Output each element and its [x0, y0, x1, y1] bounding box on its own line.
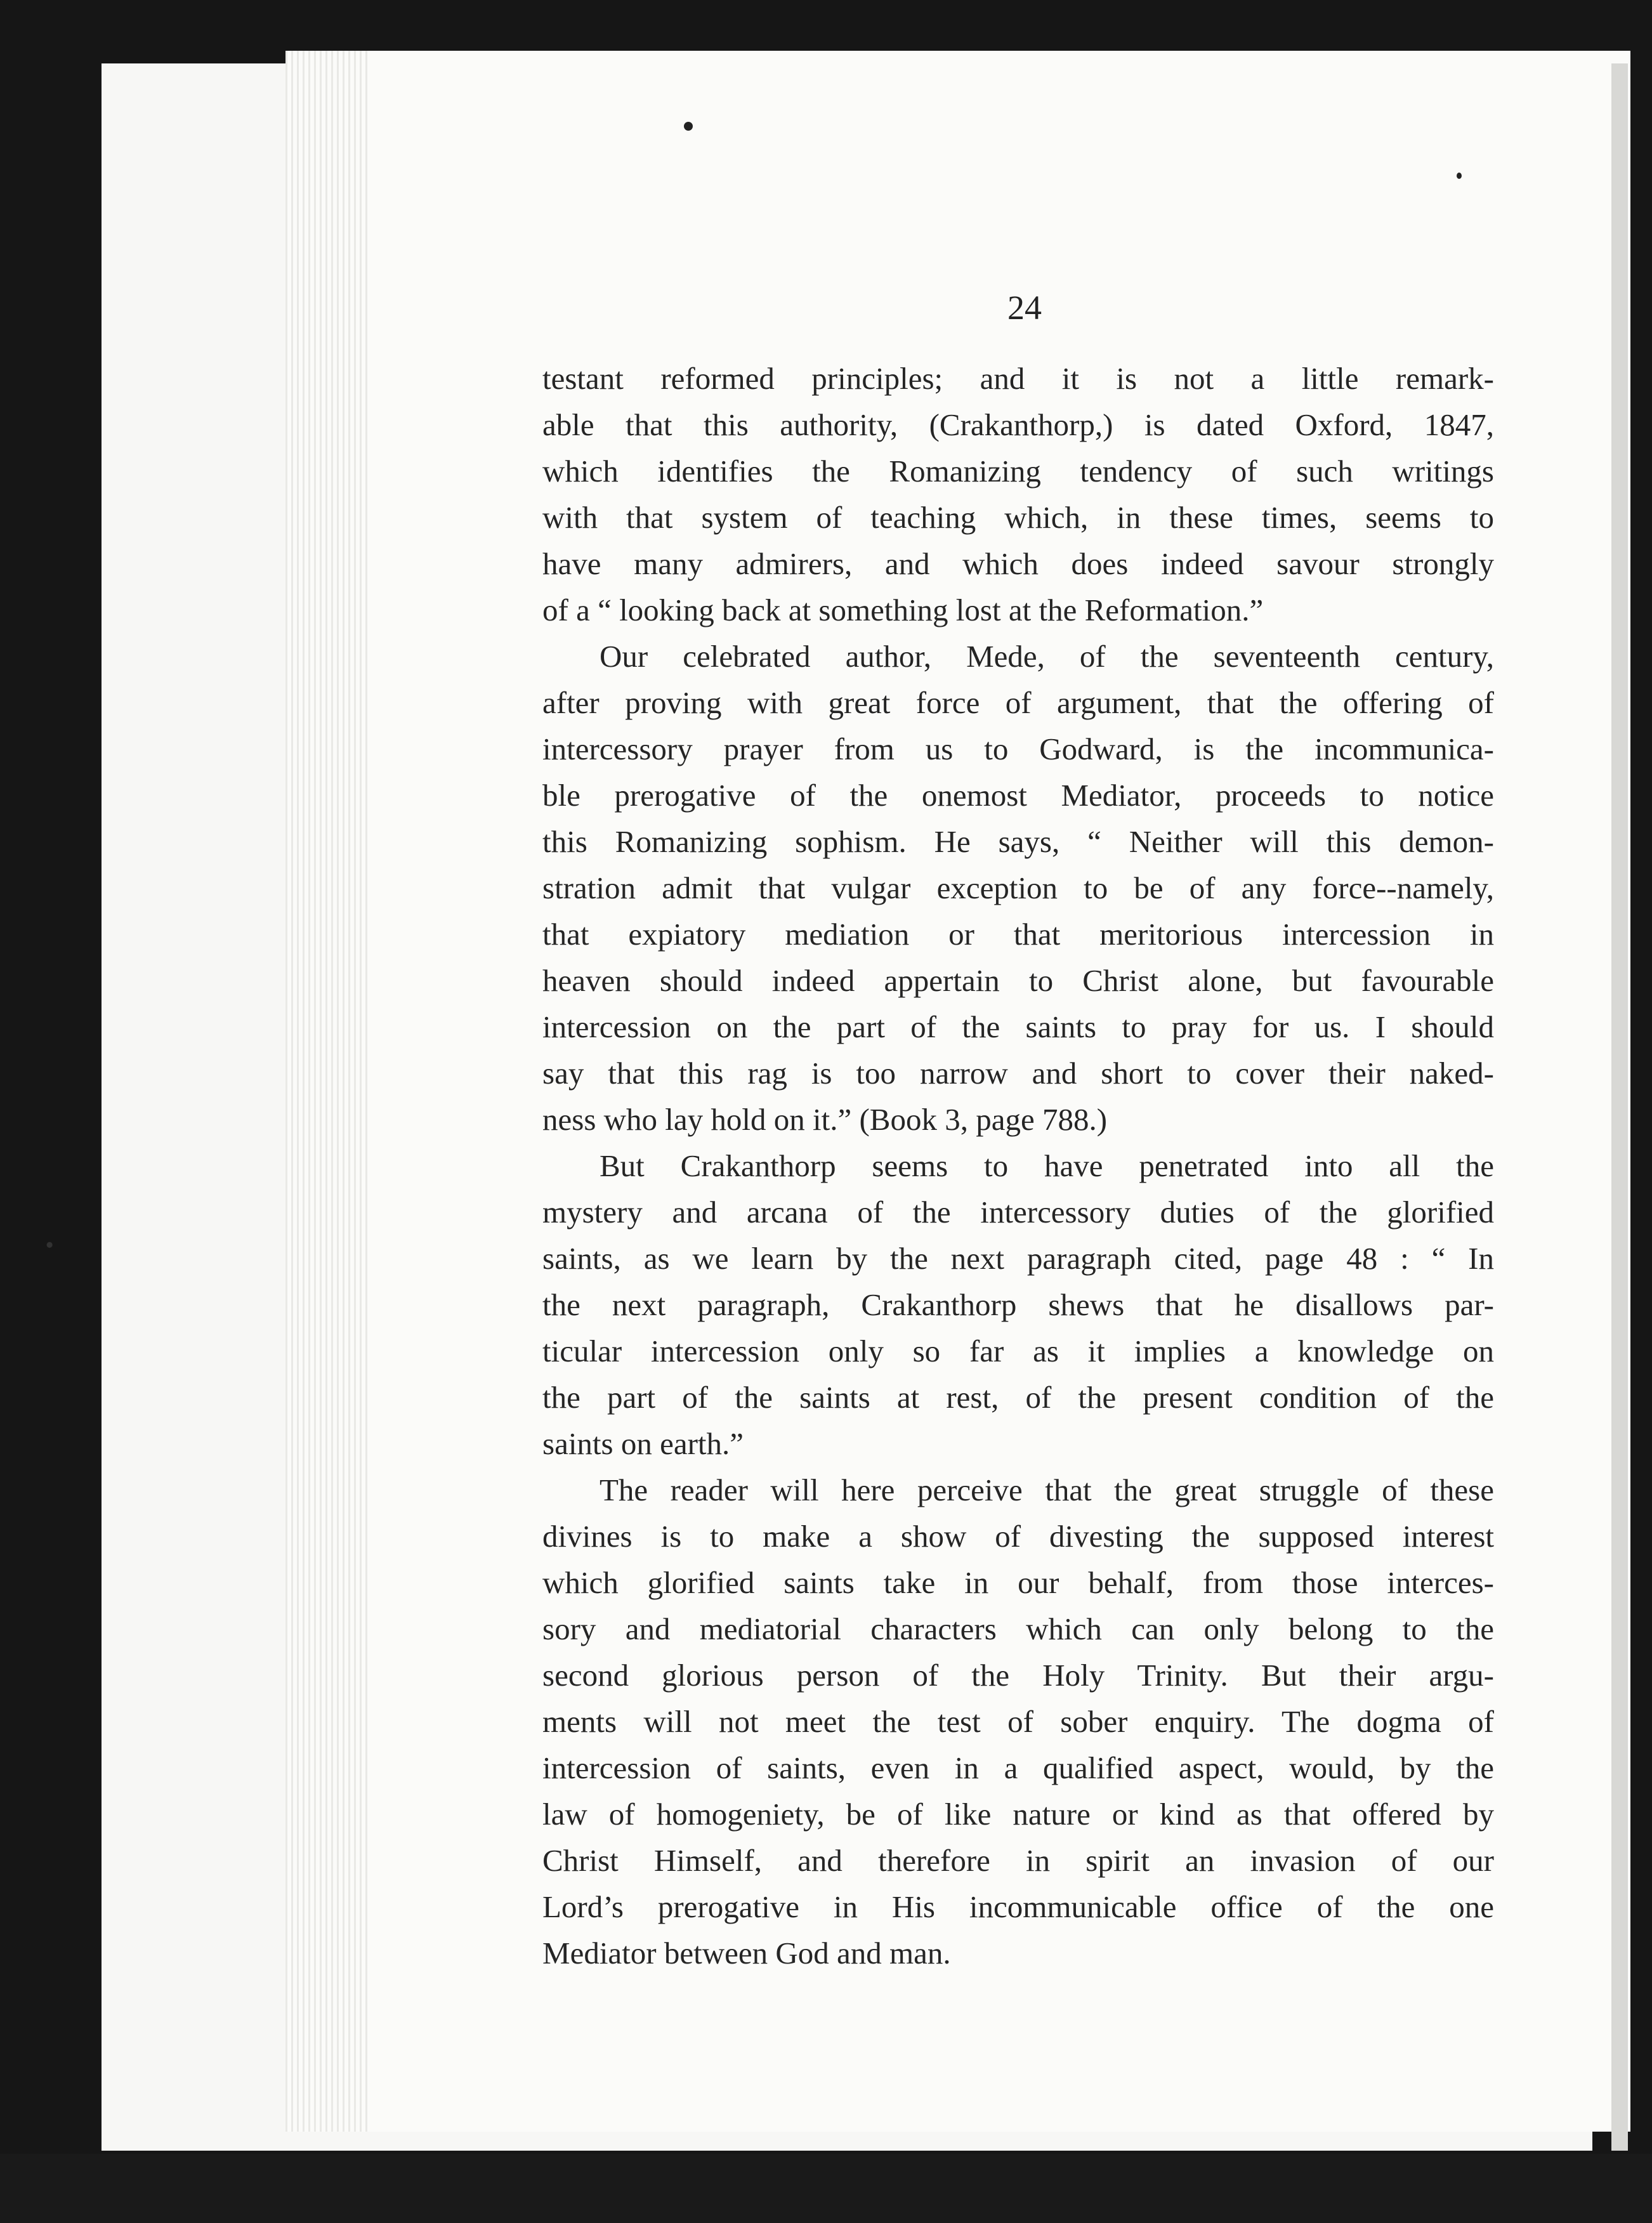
- text-line: after proving with great force of argument, that the offering of: [542, 685, 1494, 720]
- text-line: ness who lay hold on it.” (Book 3, page 788.): [542, 1102, 1108, 1137]
- text-line: The reader will here perceive that the great struggle of these: [600, 1472, 1494, 1507]
- text-line: stration admit that vulgar exception to be of any force--namely,: [542, 870, 1494, 905]
- ink-speck: [684, 122, 693, 131]
- text-line: this Romanizing sophism. He says, “ Neither will this demon-: [542, 824, 1494, 859]
- text-line: of a “ looking back at something lost at the Reformation.”: [542, 593, 1264, 627]
- text-line: ticular intercession only so far as it implies a knowledge on: [542, 1334, 1494, 1368]
- text-line: heaven should indeed appertain to Christ alone, but favourable: [542, 963, 1494, 998]
- text-line: the next paragraph, Crakanthorp shews that he disallows par-: [542, 1287, 1494, 1322]
- text-line: intercessory prayer from us to Godward, is the incommunica-: [542, 731, 1494, 766]
- text-line: Our celebrated author, Mede, of the seventeenth century,: [600, 639, 1494, 674]
- text-line: with that system of teaching which, in these times, seems to: [542, 500, 1494, 535]
- text-line: that expiatory mediation or that meritorious intercession in: [542, 917, 1494, 952]
- page-right-edge: [1611, 63, 1628, 2151]
- text-line: second glorious person of the Holy Trinity. But their argu-: [542, 1658, 1494, 1693]
- text-line: able that this authority, (Crakanthorp,) is dated Oxford, 1847,: [542, 407, 1494, 442]
- page-number: 24: [1007, 289, 1042, 327]
- text-line: saints on earth.”: [542, 1426, 744, 1461]
- text-line: law of homogeniety, be of like nature or kind as that offered by: [542, 1797, 1494, 1832]
- page-gutter: [285, 51, 368, 2132]
- text-line: ble prerogative of the onemost Mediator, proceeds to notice: [542, 778, 1494, 813]
- text-line: have many admirers, and which does indeed savour strongly: [542, 546, 1494, 581]
- text-line: But Crakanthorp seems to have penetrated into all the: [600, 1148, 1494, 1183]
- scan-bottom-border: [0, 2154, 1652, 2223]
- text-line: the part of the saints at rest, of the present condition of the: [542, 1380, 1494, 1415]
- text-line: which identifies the Romanizing tendency of such writings: [542, 454, 1494, 489]
- text-line: which glorified saints take in our behalf, from those interces-: [542, 1565, 1494, 1600]
- text-line: ments will not meet the test of sober enquiry. The dogma of: [542, 1704, 1494, 1739]
- text-line: intercession of saints, even in a qualified aspect, would, by the: [542, 1750, 1494, 1785]
- text-line: sory and mediatorial characters which can only belong to the: [542, 1611, 1494, 1646]
- text-line: Mediator between God and man.: [542, 1936, 951, 1971]
- text-line: divines is to make a show of divesting the supposed interest: [542, 1519, 1494, 1554]
- text-line: testant reformed principles; and it is not a little remark-: [542, 361, 1494, 396]
- text-line: Lord’s prerogative in His incommunicable office of the one: [542, 1889, 1494, 1924]
- text-line: intercession on the part of the saints to pray for us. I should: [542, 1009, 1494, 1044]
- text-line: saints, as we learn by the next paragraph cited, page 48 : “ In: [542, 1241, 1494, 1276]
- body-text: [542, 355, 1494, 1976]
- text-line: mystery and arcana of the intercessory duties of the glorified: [542, 1195, 1494, 1230]
- ink-speck: [1457, 173, 1462, 179]
- text-line: Christ Himself, and therefore in spirit an invasion of our: [542, 1843, 1494, 1878]
- text-line: say that this rag is too narrow and short to cover their naked-: [542, 1056, 1494, 1091]
